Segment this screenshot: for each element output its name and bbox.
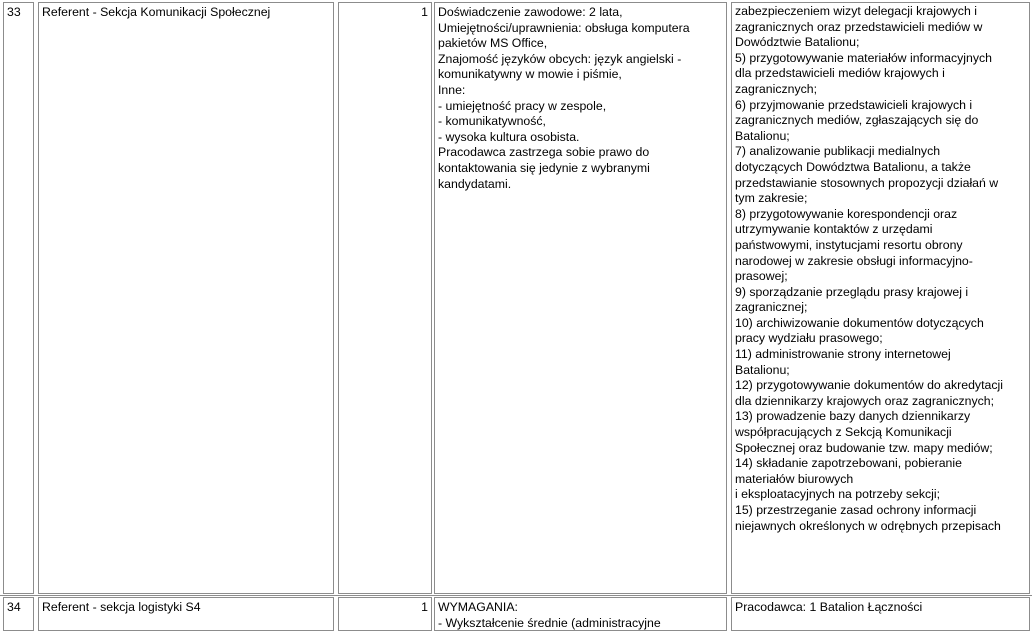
text-line: Doświadczenie zawodowe: 2 lata,: [438, 5, 623, 19]
text-line: niejawnych określonych w odrębnych przepisach: [735, 518, 1001, 533]
text-line: 13) prowadzenie bazy danych dziennikarzy: [735, 409, 971, 424]
position-title: Referent - sekcja logistyki S4: [42, 600, 201, 614]
duties-list: [735, 4, 1026, 534]
row-34-duties-cell: [731, 597, 1030, 631]
text-line: 9) sporządzanie przeglądu prasy krajowej i: [735, 284, 969, 299]
text-line: - wysoka kultura osobista.: [438, 129, 580, 144]
row-33-count-cell: [338, 2, 432, 594]
text-line: Umiejętności/uprawnienia: obsługa komputera: [438, 20, 690, 35]
text-line: komunikatywny w mowie i piśmie,: [438, 67, 622, 82]
text-line: zagranicznych;: [735, 81, 818, 96]
text-line: 10) archiwizowanie dokumentów dotyczących: [735, 315, 984, 330]
text-line: Znajomość języków obcych: język angielski -: [438, 51, 682, 66]
text-line: Batalionu;: [735, 128, 790, 143]
text-line: utrzymywanie kontaktów z urzędami: [735, 222, 933, 237]
requirements-list: [438, 600, 723, 631]
text-line: zagranicznej;: [735, 300, 808, 315]
row-33-position-cell: [38, 2, 334, 594]
row-divider: [0, 595, 1032, 596]
text-line: 6) przyjmowanie przedstawicieli krajowych i: [735, 97, 973, 112]
text-line: Pracodawca zastrzega sobie prawo do: [438, 145, 650, 160]
text-line: Inne:: [438, 82, 466, 97]
text-line: - umiejętność pracy w zespole,: [438, 98, 607, 113]
vacancy-count: 1: [421, 600, 428, 614]
text-line: Pracodawca: 1 Batalion Łączności: [735, 600, 923, 614]
row-33-requirements-cell: [434, 2, 727, 594]
text-line: kontaktowania się jedynie z wybranymi: [438, 160, 650, 175]
position-title: Referent - Sekcja Komunikacji Społecznej: [42, 5, 271, 19]
text-line: WYMAGANIA:: [438, 600, 518, 614]
text-line: przedstawianie stosownych propozycji działań w: [735, 175, 999, 190]
text-line: zagranicznych mediów, zgłaszających się do: [735, 113, 979, 128]
vacancy-count: 1: [421, 5, 428, 19]
text-line: państwowymi, instytucjami resortu obrony: [735, 237, 963, 252]
row-number: 34: [7, 600, 21, 614]
text-line: kandydatami.: [438, 176, 512, 191]
text-line: współpracujących z Sekcją Komunikacji: [735, 425, 952, 440]
text-line: pracy wydziału prasowego;: [735, 331, 883, 346]
text-line: pakietów MS Office,: [438, 36, 548, 51]
text-line: 12) przygotowywanie dokumentów do akredytacji: [735, 378, 1003, 393]
text-line: i eksploatacyjnych na potrzeby sekcji;: [735, 487, 941, 502]
duties-list: [735, 600, 1026, 616]
row-33-lp-cell: [3, 2, 34, 594]
text-line: 7) analizowanie publikacji medialnych: [735, 144, 941, 159]
text-line: materiałów biurowych: [735, 471, 854, 486]
text-line: dla dziennikarzy krajowych oraz zagranicznych;: [735, 393, 995, 408]
text-line: 14) składanie zapotrzebowani, pobieranie: [735, 456, 962, 471]
text-line: 11) administrowanie strony internetowej: [735, 347, 951, 362]
text-line: Batalionu;: [735, 362, 790, 377]
text-line: - komunikatywność,: [438, 114, 546, 129]
row-34-count-cell: [338, 597, 432, 631]
text-line: Dowództwie Batalionu;: [735, 35, 860, 50]
row-34-position-cell: [38, 597, 334, 631]
text-line: 15) przestrzeganie zasad ochrony informacji: [735, 503, 977, 517]
text-line: zabezpieczeniem wizyt delegacji krajowych i: [735, 4, 977, 18]
text-line: Społecznej oraz budowanie tzw. mapy mediów;: [735, 440, 993, 455]
text-line: 8) przygotowywanie korespondencji oraz: [735, 206, 958, 221]
row-number: 33: [7, 5, 21, 19]
text-line: narodowej w zakresie obsługi informacyjno-: [735, 253, 973, 268]
text-line: zagranicznych oraz przedstawicieli mediów w: [735, 19, 983, 34]
text-line: tym zakresie;: [735, 191, 808, 206]
text-line: dla przedstawicieli mediów krajowych i: [735, 66, 945, 81]
text-line: prasowej;: [735, 269, 788, 284]
text-line: - Wykształcenie średnie (administracyjne: [438, 615, 661, 630]
row-34-lp-cell: [3, 597, 34, 631]
text-line: dotyczących Dowództwa Batalionu, a także: [735, 159, 971, 174]
row-33-duties-cell: [731, 2, 1030, 594]
requirements-list: [438, 5, 723, 192]
row-34-requirements-cell: [434, 597, 727, 631]
text-line: 5) przygotowywanie materiałów informacyjnych: [735, 50, 992, 65]
